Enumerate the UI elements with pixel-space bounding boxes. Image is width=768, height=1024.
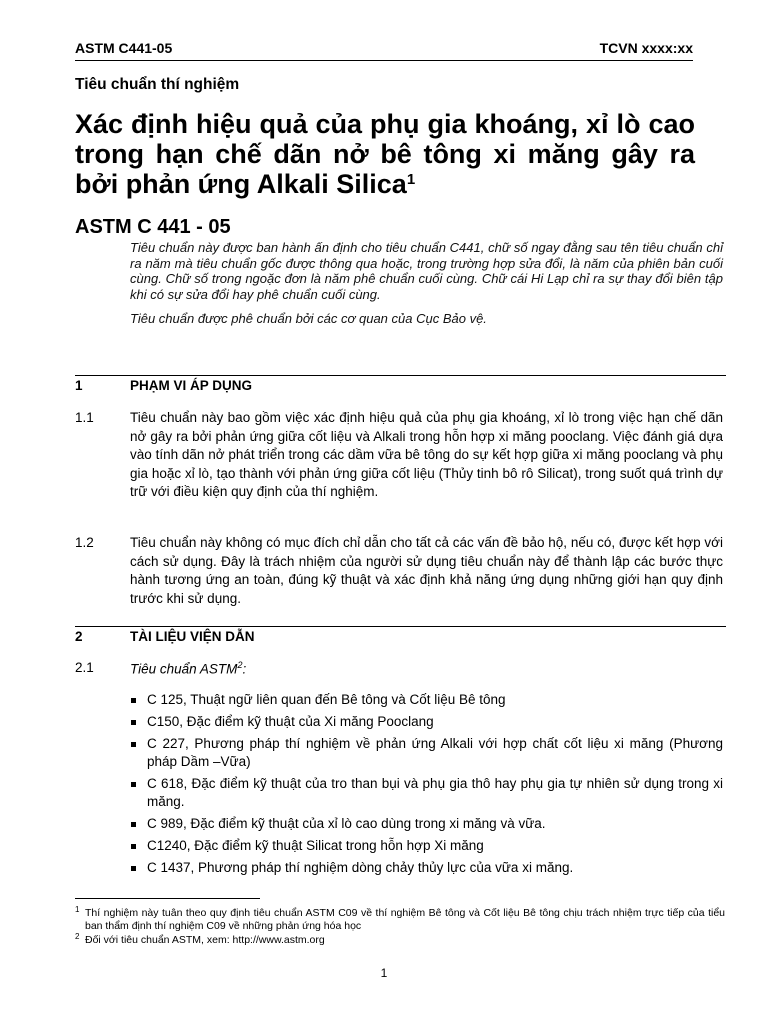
reference-item: C 1437, Phương pháp thí nghiệm dòng chảy thủy lực của vữa xi măng. [130, 859, 723, 877]
paragraph-1-2 [75, 534, 723, 608]
footnote-2 [75, 934, 725, 947]
document-title [75, 109, 695, 199]
document-type: Tiêu chuẩn thí nghiệm [75, 76, 240, 93]
subsection-title [130, 660, 246, 677]
section-title: PHẠM VI ÁP DỤNG [130, 378, 253, 393]
header-standard-code: ASTM C441-05 [75, 40, 173, 56]
subsection-title-text: Tiêu chuẩn ASTM [130, 661, 238, 677]
footnote-text: Thí nghiệm này tuân theo quy định tiêu chuẩn ASTM C09 về thí nghiệm Bê tông và Cốt liệu Bê tông chịu trách nhiệm trực tiếp của tiểu ban thẩm định thí nghiệm C09 về những phản ứng hóa học [85, 907, 725, 932]
footnote-text: Đối với tiêu chuẩn ASTM, xem: http://www.astm.org [85, 934, 325, 946]
reference-item: C 227, Phương pháp thí nghiệm về phản ứng Alkali với hợp chất cốt liệu xi măng (Phương pháp Dầm –Vữa) [130, 735, 723, 771]
reference-item: C 989, Đặc điểm kỹ thuật của xỉ lò cao dùng trong xi măng và vữa. [130, 815, 723, 833]
paragraph-1-1 [75, 409, 723, 502]
paragraph-number: 1.2 [75, 535, 94, 550]
page-number: 1 [380, 966, 388, 980]
section-divider [75, 626, 726, 627]
reference-item: C1240, Đặc điểm kỹ thuật Silicat trong hỗn hợp Xi măng [130, 837, 723, 855]
reference-item: C 618, Đặc điểm kỹ thuật của tro than bụi và phụ gia thô hay phụ gia tự nhiên sử dụng trong xi măng. [130, 775, 723, 811]
reference-item: C150, Đặc điểm kỹ thuật của Xi măng Pooclang [130, 713, 723, 731]
intro-note [130, 240, 723, 336]
intro-paragraph: Tiêu chuẩn này được ban hành ấn định cho tiêu chuẩn C441, chữ số ngay đằng sau tên tiêu chuẩn chỉ ra năm mà tiêu chuẩn gốc được thông qua hoặc, trong trường hợp sửa đổi, là năm của phiên bản cuối cùng. Chữ số trong ngoặc đơn là năm phê chuẩn cuối cùng. Chữ cái Hi Lạp chỉ ra sự thay đổi biên tập khi có sự sửa đổi hay phê chuẩn cuối cùng. [130, 240, 723, 302]
reference-list [130, 691, 723, 881]
section-divider [75, 375, 726, 376]
footnote-1 [75, 907, 725, 932]
paragraph-number: 1.1 [75, 410, 94, 425]
footnote-mark: 2 [75, 932, 80, 941]
page-header [75, 40, 693, 61]
section-number: 1 [75, 378, 83, 393]
footnote-mark: 1 [75, 905, 80, 914]
standard-code: ASTM C 441 - 05 [75, 216, 231, 238]
section-title: TÀI LIỆU VIỆN DẪN [130, 629, 255, 644]
section-number: 2 [75, 629, 83, 644]
title-footnote-mark: 1 [406, 171, 416, 188]
header-tcvn-code: TCVN xxxx:xx [599, 40, 693, 56]
paragraph-text: Tiêu chuẩn này không có mục đích chỉ dẫn cho tất cả các vấn đề bảo hộ, nếu có, được kết hợp với cách sử dụng. Đây là trách nhiệm của người sử dụng tiêu chuẩn này để thành lập các bước thực hành tương ứng an toàn, đúng kỹ thuật và xác định khả năng ứng dụng những giới hạn quy định trước khi sử dụng. [130, 535, 723, 606]
reference-item: C 125, Thuật ngữ liên quan đến Bê tông và Cốt liệu Bê tông [130, 691, 723, 709]
footnote-divider [75, 898, 260, 899]
subsection-title-suffix: : [242, 661, 247, 677]
document-title-text: Xác định hiệu quả của phụ gia khoáng, xỉ lò cao trong hạn chế dãn nở bê tông xi măng gây ra bởi phản ứng Alkali Silica [75, 109, 695, 199]
paragraph-text: Tiêu chuẩn này bao gồm việc xác định hiệu quả của phụ gia khoáng, xỉ lò trong việc hạn chế dãn nở gây ra bởi phản ứng giữa cốt liệu và Alkali trong hỗn hợp xi măng pooclang. Việc đánh giá dựa vào tính dãn nở phát triển trong các dầm vữa bê tông do sự kết hợp giữa xi măng pooclang và phụ gia hoặc xỉ lò, tạo thành với phản ứng giữa cốt liệu (Thủy tinh bô rô Silicat), trong suốt quá trình dự trữ với điều kiện quy định của thí nghiệm. [130, 410, 723, 500]
subsection-footnote-mark: 2 [237, 660, 243, 670]
intro-paragraph: Tiêu chuẩn được phê chuẩn bởi các cơ quan của Cục Bảo vệ. [130, 311, 487, 326]
subsection-number: 2.1 [75, 660, 94, 675]
